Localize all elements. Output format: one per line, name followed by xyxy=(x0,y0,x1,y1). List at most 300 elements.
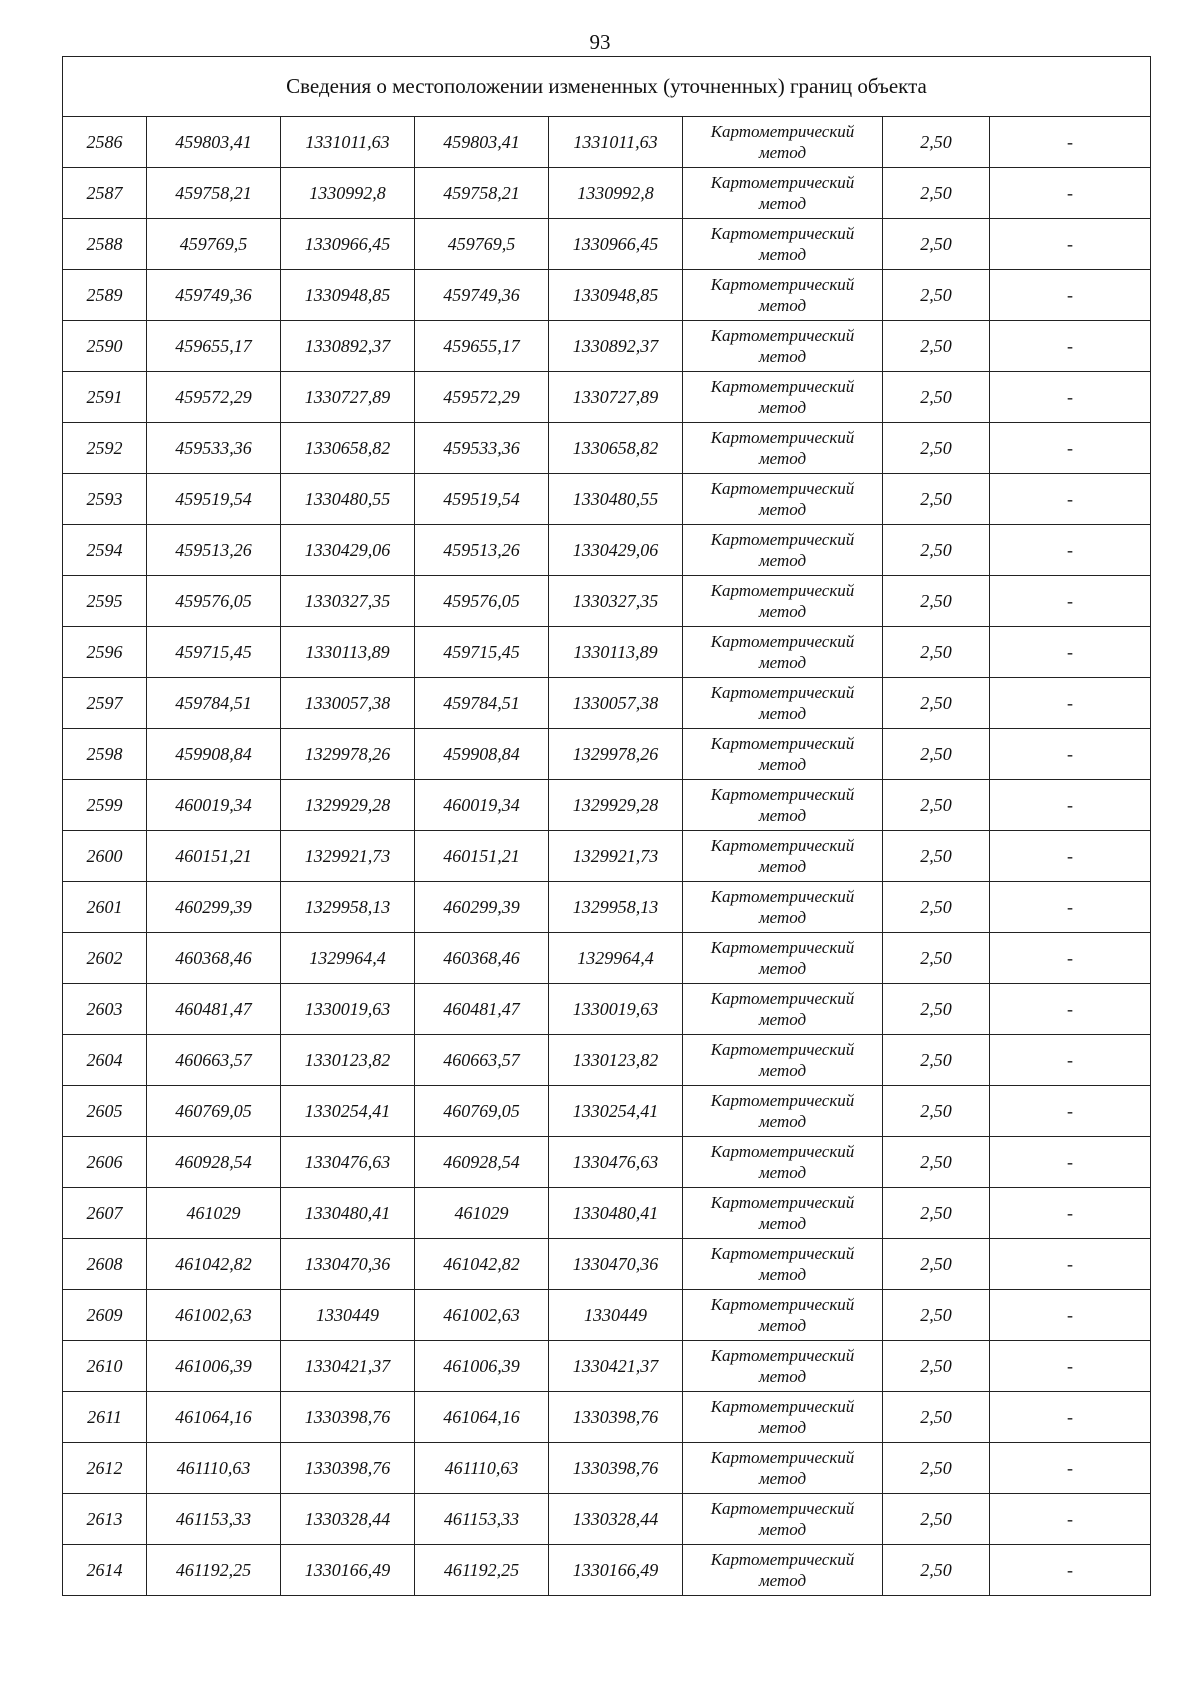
method-line-1: Картометрический xyxy=(710,1346,855,1365)
x-existing-cell: 459784,51 xyxy=(147,678,281,729)
description-cell: - xyxy=(990,1545,1151,1596)
table-row xyxy=(63,1188,1151,1239)
y-existing-cell: 1330658,82 xyxy=(281,423,415,474)
method-cell xyxy=(683,1239,883,1290)
y-new-cell: 1330421,37 xyxy=(549,1341,683,1392)
x-new-cell: 461110,63 xyxy=(415,1443,549,1494)
point-number-cell: 2590 xyxy=(63,321,147,372)
point-number-cell: 2592 xyxy=(63,423,147,474)
description-cell: - xyxy=(990,831,1151,882)
y-existing-cell: 1330727,89 xyxy=(281,372,415,423)
y-new-cell: 1330892,37 xyxy=(549,321,683,372)
method-cell xyxy=(683,168,883,219)
description-cell: - xyxy=(990,321,1151,372)
y-existing-cell: 1329978,26 xyxy=(281,729,415,780)
point-number-cell: 2597 xyxy=(63,678,147,729)
x-new-cell: 461029 xyxy=(415,1188,549,1239)
description-cell: - xyxy=(990,372,1151,423)
accuracy-cell: 2,50 xyxy=(883,372,990,423)
table-row xyxy=(63,933,1151,984)
x-new-cell: 461042,82 xyxy=(415,1239,549,1290)
method-cell xyxy=(683,882,883,933)
y-existing-cell: 1329929,28 xyxy=(281,780,415,831)
x-new-cell: 459758,21 xyxy=(415,168,549,219)
accuracy-cell: 2,50 xyxy=(883,525,990,576)
x-new-cell: 459576,05 xyxy=(415,576,549,627)
y-existing-cell: 1330254,41 xyxy=(281,1086,415,1137)
table-row xyxy=(63,1494,1151,1545)
x-new-cell: 460151,21 xyxy=(415,831,549,882)
point-number-cell: 2596 xyxy=(63,627,147,678)
description-cell: - xyxy=(990,882,1151,933)
y-existing-cell: 1330113,89 xyxy=(281,627,415,678)
x-existing-cell: 461110,63 xyxy=(147,1443,281,1494)
method-line-1: Картометрический xyxy=(710,1193,855,1212)
method-line-2: метод xyxy=(758,296,807,315)
method-line-2: метод xyxy=(758,500,807,519)
method-line-1: Картометрический xyxy=(710,122,855,141)
table-row xyxy=(63,525,1151,576)
method-line-2: метод xyxy=(758,806,807,825)
method-line-2: метод xyxy=(758,1163,807,1182)
table-row xyxy=(63,1035,1151,1086)
method-cell xyxy=(683,219,883,270)
table-row xyxy=(63,372,1151,423)
x-existing-cell: 461153,33 xyxy=(147,1494,281,1545)
y-new-cell: 1330948,85 xyxy=(549,270,683,321)
accuracy-cell: 2,50 xyxy=(883,1035,990,1086)
y-existing-cell: 1330166,49 xyxy=(281,1545,415,1596)
y-existing-cell: 1330328,44 xyxy=(281,1494,415,1545)
table-row xyxy=(63,678,1151,729)
x-new-cell: 460663,57 xyxy=(415,1035,549,1086)
point-number-cell: 2588 xyxy=(63,219,147,270)
y-new-cell: 1330429,06 xyxy=(549,525,683,576)
y-new-cell: 1330166,49 xyxy=(549,1545,683,1596)
description-cell: - xyxy=(990,1188,1151,1239)
y-existing-cell: 1330470,36 xyxy=(281,1239,415,1290)
description-cell: - xyxy=(990,984,1151,1035)
accuracy-cell: 2,50 xyxy=(883,933,990,984)
method-line-2: метод xyxy=(758,398,807,417)
method-line-2: метод xyxy=(758,194,807,213)
table-row xyxy=(63,423,1151,474)
method-line-2: метод xyxy=(758,704,807,723)
method-line-2: метод xyxy=(758,857,807,876)
table-row xyxy=(63,576,1151,627)
x-existing-cell: 461006,39 xyxy=(147,1341,281,1392)
description-cell: - xyxy=(990,933,1151,984)
table-row xyxy=(63,270,1151,321)
point-number-cell: 2608 xyxy=(63,1239,147,1290)
description-cell: - xyxy=(990,1392,1151,1443)
boundary-coordinates-table xyxy=(62,56,1151,1596)
method-cell xyxy=(683,270,883,321)
method-cell xyxy=(683,576,883,627)
accuracy-cell: 2,50 xyxy=(883,780,990,831)
x-existing-cell: 459513,26 xyxy=(147,525,281,576)
accuracy-cell: 2,50 xyxy=(883,576,990,627)
y-new-cell: 1330254,41 xyxy=(549,1086,683,1137)
x-new-cell: 461153,33 xyxy=(415,1494,549,1545)
accuracy-cell: 2,50 xyxy=(883,321,990,372)
method-line-2: метод xyxy=(758,653,807,672)
method-cell xyxy=(683,372,883,423)
x-new-cell: 459519,54 xyxy=(415,474,549,525)
accuracy-cell: 2,50 xyxy=(883,882,990,933)
document-sheet xyxy=(62,56,1150,1596)
accuracy-cell: 2,50 xyxy=(883,219,990,270)
method-cell xyxy=(683,474,883,525)
description-cell: - xyxy=(990,1035,1151,1086)
y-existing-cell: 1330019,63 xyxy=(281,984,415,1035)
point-number-cell: 2602 xyxy=(63,933,147,984)
y-existing-cell: 1330948,85 xyxy=(281,270,415,321)
x-existing-cell: 460769,05 xyxy=(147,1086,281,1137)
table-row xyxy=(63,984,1151,1035)
y-existing-cell: 1330429,06 xyxy=(281,525,415,576)
table-row xyxy=(63,627,1151,678)
point-number-cell: 2600 xyxy=(63,831,147,882)
table-row xyxy=(63,729,1151,780)
x-new-cell: 459513,26 xyxy=(415,525,549,576)
y-new-cell: 1329958,13 xyxy=(549,882,683,933)
x-existing-cell: 460299,39 xyxy=(147,882,281,933)
method-line-1: Картометрический xyxy=(710,326,855,345)
method-cell xyxy=(683,1443,883,1494)
y-existing-cell: 1329921,73 xyxy=(281,831,415,882)
point-number-cell: 2595 xyxy=(63,576,147,627)
point-number-cell: 2599 xyxy=(63,780,147,831)
method-line-2: метод xyxy=(758,1214,807,1233)
method-cell xyxy=(683,1494,883,1545)
method-line-1: Картометрический xyxy=(710,1142,855,1161)
description-cell: - xyxy=(990,1494,1151,1545)
y-new-cell: 1329978,26 xyxy=(549,729,683,780)
table-body xyxy=(63,117,1151,1596)
point-number-cell: 2589 xyxy=(63,270,147,321)
x-new-cell: 459769,5 xyxy=(415,219,549,270)
method-cell xyxy=(683,729,883,780)
description-cell: - xyxy=(990,423,1151,474)
method-line-2: метод xyxy=(758,1367,807,1386)
method-line-2: метод xyxy=(758,245,807,264)
point-number-cell: 2611 xyxy=(63,1392,147,1443)
x-existing-cell: 460663,57 xyxy=(147,1035,281,1086)
method-line-1: Картометрический xyxy=(710,1040,855,1059)
x-existing-cell: 459908,84 xyxy=(147,729,281,780)
method-cell xyxy=(683,780,883,831)
method-line-1: Картометрический xyxy=(710,1091,855,1110)
y-new-cell: 1330328,44 xyxy=(549,1494,683,1545)
x-existing-cell: 460151,21 xyxy=(147,831,281,882)
y-existing-cell: 1330057,38 xyxy=(281,678,415,729)
method-line-2: метод xyxy=(758,1265,807,1284)
page-number: 93 xyxy=(589,30,611,54)
method-line-2: метод xyxy=(758,602,807,621)
description-cell: - xyxy=(990,627,1151,678)
description-cell: - xyxy=(990,1086,1151,1137)
description-cell: - xyxy=(990,576,1151,627)
x-new-cell: 460481,47 xyxy=(415,984,549,1035)
x-existing-cell: 459519,54 xyxy=(147,474,281,525)
description-cell: - xyxy=(990,1443,1151,1494)
accuracy-cell: 2,50 xyxy=(883,1239,990,1290)
x-new-cell: 461192,25 xyxy=(415,1545,549,1596)
method-line-1: Картометрический xyxy=(710,1244,855,1263)
description-cell: - xyxy=(990,168,1151,219)
y-new-cell: 1330398,76 xyxy=(549,1443,683,1494)
x-existing-cell: 459655,17 xyxy=(147,321,281,372)
y-existing-cell: 1330966,45 xyxy=(281,219,415,270)
method-cell xyxy=(683,1137,883,1188)
accuracy-cell: 2,50 xyxy=(883,168,990,219)
point-number-cell: 2609 xyxy=(63,1290,147,1341)
method-line-2: метод xyxy=(758,1061,807,1080)
x-new-cell: 459803,41 xyxy=(415,117,549,168)
method-line-1: Картометрический xyxy=(710,989,855,1008)
x-existing-cell: 461192,25 xyxy=(147,1545,281,1596)
y-new-cell: 1330398,76 xyxy=(549,1392,683,1443)
method-line-1: Картометрический xyxy=(710,275,855,294)
accuracy-cell: 2,50 xyxy=(883,1494,990,1545)
point-number-cell: 2587 xyxy=(63,168,147,219)
table-row xyxy=(63,1239,1151,1290)
y-new-cell: 1330057,38 xyxy=(549,678,683,729)
method-cell xyxy=(683,831,883,882)
y-existing-cell: 1330480,41 xyxy=(281,1188,415,1239)
y-existing-cell: 1330421,37 xyxy=(281,1341,415,1392)
table-title: Сведения о местоположении измененных (уточненных) границ объекта xyxy=(63,57,1151,117)
x-existing-cell: 461042,82 xyxy=(147,1239,281,1290)
method-line-1: Картометрический xyxy=(710,734,855,753)
y-existing-cell: 1331011,63 xyxy=(281,117,415,168)
y-new-cell: 1329964,4 xyxy=(549,933,683,984)
accuracy-cell: 2,50 xyxy=(883,474,990,525)
y-existing-cell: 1330476,63 xyxy=(281,1137,415,1188)
y-existing-cell: 1330327,35 xyxy=(281,576,415,627)
method-line-2: метод xyxy=(758,908,807,927)
x-existing-cell: 461002,63 xyxy=(147,1290,281,1341)
method-cell xyxy=(683,525,883,576)
table-row xyxy=(63,780,1151,831)
accuracy-cell: 2,50 xyxy=(883,678,990,729)
accuracy-cell: 2,50 xyxy=(883,831,990,882)
y-new-cell: 1330966,45 xyxy=(549,219,683,270)
description-cell: - xyxy=(990,1341,1151,1392)
method-line-1: Картометрический xyxy=(710,1550,855,1569)
point-number-cell: 2607 xyxy=(63,1188,147,1239)
table-row xyxy=(63,117,1151,168)
method-line-1: Картометрический xyxy=(710,683,855,702)
x-existing-cell: 460368,46 xyxy=(147,933,281,984)
point-number-cell: 2598 xyxy=(63,729,147,780)
method-line-2: метод xyxy=(758,551,807,570)
y-new-cell: 1330470,36 xyxy=(549,1239,683,1290)
method-line-2: метод xyxy=(758,1520,807,1539)
method-cell xyxy=(683,678,883,729)
method-line-1: Картометрический xyxy=(710,377,855,396)
y-existing-cell: 1330398,76 xyxy=(281,1443,415,1494)
y-new-cell: 1331011,63 xyxy=(549,117,683,168)
accuracy-cell: 2,50 xyxy=(883,984,990,1035)
point-number-cell: 2614 xyxy=(63,1545,147,1596)
method-cell xyxy=(683,1290,883,1341)
x-existing-cell: 460928,54 xyxy=(147,1137,281,1188)
x-existing-cell: 461064,16 xyxy=(147,1392,281,1443)
table-row xyxy=(63,321,1151,372)
method-line-2: метод xyxy=(758,1316,807,1335)
method-cell xyxy=(683,1086,883,1137)
method-line-1: Картометрический xyxy=(710,785,855,804)
table-row xyxy=(63,1086,1151,1137)
x-new-cell: 460368,46 xyxy=(415,933,549,984)
table-row xyxy=(63,1392,1151,1443)
table-row xyxy=(63,1545,1151,1596)
x-existing-cell: 459533,36 xyxy=(147,423,281,474)
y-new-cell: 1330019,63 xyxy=(549,984,683,1035)
y-new-cell: 1330123,82 xyxy=(549,1035,683,1086)
table-row xyxy=(63,1290,1151,1341)
accuracy-cell: 2,50 xyxy=(883,1341,990,1392)
y-new-cell: 1330480,41 xyxy=(549,1188,683,1239)
accuracy-cell: 2,50 xyxy=(883,423,990,474)
point-number-cell: 2606 xyxy=(63,1137,147,1188)
y-existing-cell: 1329964,4 xyxy=(281,933,415,984)
method-cell xyxy=(683,1392,883,1443)
y-new-cell: 1330480,55 xyxy=(549,474,683,525)
x-new-cell: 459715,45 xyxy=(415,627,549,678)
point-number-cell: 2591 xyxy=(63,372,147,423)
accuracy-cell: 2,50 xyxy=(883,270,990,321)
method-line-1: Картометрический xyxy=(710,938,855,957)
method-line-1: Картометрический xyxy=(710,887,855,906)
x-new-cell: 461064,16 xyxy=(415,1392,549,1443)
y-existing-cell: 1330992,8 xyxy=(281,168,415,219)
method-cell xyxy=(683,1035,883,1086)
y-existing-cell: 1330449 xyxy=(281,1290,415,1341)
point-number-cell: 2593 xyxy=(63,474,147,525)
x-new-cell: 460769,05 xyxy=(415,1086,549,1137)
x-new-cell: 459784,51 xyxy=(415,678,549,729)
method-line-1: Картометрический xyxy=(710,479,855,498)
x-existing-cell: 459572,29 xyxy=(147,372,281,423)
description-cell: - xyxy=(990,729,1151,780)
description-cell: - xyxy=(990,117,1151,168)
accuracy-cell: 2,50 xyxy=(883,1137,990,1188)
table-row xyxy=(63,831,1151,882)
x-new-cell: 461002,63 xyxy=(415,1290,549,1341)
point-number-cell: 2603 xyxy=(63,984,147,1035)
x-existing-cell: 460019,34 xyxy=(147,780,281,831)
point-number-cell: 2612 xyxy=(63,1443,147,1494)
method-cell xyxy=(683,1188,883,1239)
y-existing-cell: 1330398,76 xyxy=(281,1392,415,1443)
x-existing-cell: 459769,5 xyxy=(147,219,281,270)
description-cell: - xyxy=(990,1290,1151,1341)
table-row xyxy=(63,219,1151,270)
accuracy-cell: 2,50 xyxy=(883,729,990,780)
method-line-2: метод xyxy=(758,1469,807,1488)
x-new-cell: 459908,84 xyxy=(415,729,549,780)
y-new-cell: 1330727,89 xyxy=(549,372,683,423)
method-line-1: Картометрический xyxy=(710,224,855,243)
description-cell: - xyxy=(990,474,1151,525)
method-line-2: метод xyxy=(758,1112,807,1131)
method-cell xyxy=(683,321,883,372)
method-line-1: Картометрический xyxy=(710,836,855,855)
method-cell xyxy=(683,933,883,984)
method-line-1: Картометрический xyxy=(710,1295,855,1314)
x-existing-cell: 459715,45 xyxy=(147,627,281,678)
x-new-cell: 459749,36 xyxy=(415,270,549,321)
description-cell: - xyxy=(990,525,1151,576)
method-cell xyxy=(683,423,883,474)
accuracy-cell: 2,50 xyxy=(883,1086,990,1137)
accuracy-cell: 2,50 xyxy=(883,1443,990,1494)
table-row xyxy=(63,1443,1151,1494)
table-row xyxy=(63,168,1151,219)
x-new-cell: 460928,54 xyxy=(415,1137,549,1188)
table-row xyxy=(63,1137,1151,1188)
method-line-1: Картометрический xyxy=(710,173,855,192)
accuracy-cell: 2,50 xyxy=(883,1545,990,1596)
description-cell: - xyxy=(990,270,1151,321)
method-line-1: Картометрический xyxy=(710,1499,855,1518)
method-line-1: Картометрический xyxy=(710,428,855,447)
accuracy-cell: 2,50 xyxy=(883,1290,990,1341)
method-cell xyxy=(683,1545,883,1596)
x-new-cell: 461006,39 xyxy=(415,1341,549,1392)
y-existing-cell: 1329958,13 xyxy=(281,882,415,933)
x-existing-cell: 459803,41 xyxy=(147,117,281,168)
method-line-2: метод xyxy=(758,143,807,162)
method-cell xyxy=(683,984,883,1035)
method-line-2: метод xyxy=(758,449,807,468)
point-number-cell: 2613 xyxy=(63,1494,147,1545)
table-row xyxy=(63,474,1151,525)
description-cell: - xyxy=(990,678,1151,729)
accuracy-cell: 2,50 xyxy=(883,1188,990,1239)
method-line-2: метод xyxy=(758,1571,807,1590)
accuracy-cell: 2,50 xyxy=(883,1392,990,1443)
method-line-2: метод xyxy=(758,347,807,366)
method-line-1: Картометрический xyxy=(710,530,855,549)
y-new-cell: 1330992,8 xyxy=(549,168,683,219)
point-number-cell: 2605 xyxy=(63,1086,147,1137)
x-existing-cell: 459576,05 xyxy=(147,576,281,627)
method-cell xyxy=(683,117,883,168)
method-line-2: метод xyxy=(758,1010,807,1029)
y-new-cell: 1330113,89 xyxy=(549,627,683,678)
description-cell: - xyxy=(990,780,1151,831)
x-existing-cell: 459758,21 xyxy=(147,168,281,219)
x-new-cell: 459533,36 xyxy=(415,423,549,474)
point-number-cell: 2594 xyxy=(63,525,147,576)
point-number-cell: 2604 xyxy=(63,1035,147,1086)
x-existing-cell: 461029 xyxy=(147,1188,281,1239)
x-new-cell: 459572,29 xyxy=(415,372,549,423)
table-row xyxy=(63,1341,1151,1392)
method-line-1: Картометрический xyxy=(710,581,855,600)
table-row xyxy=(63,882,1151,933)
description-cell: - xyxy=(990,219,1151,270)
method-line-2: метод xyxy=(758,1418,807,1437)
y-existing-cell: 1330892,37 xyxy=(281,321,415,372)
x-new-cell: 459655,17 xyxy=(415,321,549,372)
x-existing-cell: 460481,47 xyxy=(147,984,281,1035)
point-number-cell: 2610 xyxy=(63,1341,147,1392)
